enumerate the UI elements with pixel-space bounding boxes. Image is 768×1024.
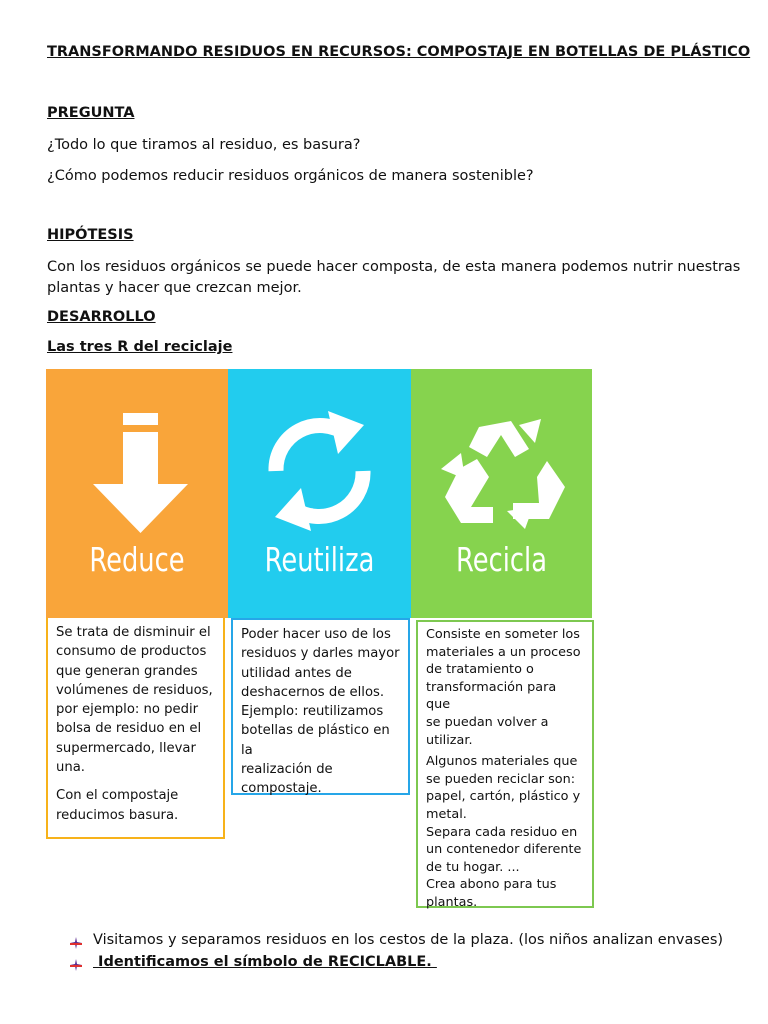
four-point-star-bullet-icon (70, 959, 82, 971)
reduce-line: supermercado, llevar (56, 740, 196, 756)
hipotesis-line2: plantas y hacer que crezcan mejor. (47, 280, 302, 296)
recicla-extra-line: un contenedor diferente (426, 842, 582, 858)
panel-reutiliza (228, 369, 411, 618)
recicla-extra-line: Crea abono para tus (426, 877, 557, 893)
reutiliza-line: compostaje. (241, 781, 322, 797)
recicla-line: se puedan volver a (426, 714, 549, 730)
reutiliza-line: residuos y darles mayor (241, 646, 400, 662)
panel-label-recicla: Recicla (456, 540, 547, 579)
reduce-description-box (46, 618, 225, 839)
recicla-extra-line: plantas. (426, 894, 478, 910)
reduce-line: Se trata de disminuir el (56, 625, 211, 640)
panel-reduce (46, 369, 228, 618)
reduce-extra-line: Con el compostaje (56, 788, 179, 804)
recycle-icon (411, 369, 592, 618)
recicla-extra-line: de tu hogar. ... (426, 859, 520, 875)
pregunta-heading: PREGUNTA (47, 105, 135, 121)
reutiliza-line: deshacernos de ellos. (241, 684, 385, 700)
reduce-extra-line: reducimos basura. (56, 807, 179, 823)
reduce-line: por ejemplo: no pedir (56, 702, 199, 718)
recicla-line: utilizar. (426, 732, 473, 748)
reutiliza-line: botellas de plástico en la (241, 723, 390, 758)
recicla-extra-line: metal. (426, 806, 467, 822)
recicla-extra-line: se pueden reciclar son: (426, 771, 576, 787)
reutiliza-line: Ejemplo: reutilizamos (241, 704, 384, 720)
reutiliza-line: Poder hacer uso de los (241, 627, 391, 642)
document-title: TRANSFORMANDO RESIDUOS EN RECURSOS: COMPOSTAJE EN BOTELLAS DE PLÁSTICO (47, 44, 751, 60)
hipotesis-heading: HIPÓTESIS (47, 227, 134, 243)
recicla-description-box (416, 620, 594, 908)
bullet-text: Visitamos y separamos residuos en los cestos de la plaza. (los niños analizan envases) (93, 932, 724, 948)
desarrollo-subheading: Las tres R del reciclaje (47, 339, 233, 355)
recicla-line: Consiste en someter los (426, 627, 580, 642)
reutiliza-line: utilidad antes de (241, 665, 352, 681)
recicla-extra-line: Separa cada residuo en (426, 824, 578, 840)
reduce-line: consumo de productos (56, 644, 207, 660)
reduce-line: volúmenes de residuos, (56, 682, 213, 698)
recicla-line: transformación para que (426, 679, 557, 713)
recicla-line: materiales a un proceso (426, 644, 581, 660)
reduce-line: que generan grandes (56, 663, 198, 679)
recicla-extra-line: Algunos materiales que (426, 754, 578, 770)
reduce-line: bolsa de residuo en el (56, 721, 202, 737)
reutiliza-description-box (231, 618, 410, 795)
down-arrow-icon (46, 369, 228, 618)
bullet-text: Identificamos el símbolo de RECICLABLE. (93, 954, 437, 970)
reduce-line: una. (56, 760, 85, 776)
panel-label-reutiliza: Reutiliza (264, 540, 375, 579)
hipotesis-line1: Con los residuos orgánicos se puede hacer composta, de esta manera podemos nutrir nuestras (47, 259, 741, 275)
desarrollo-heading: DESARROLLO (47, 309, 156, 325)
cycle-arrows-icon (228, 369, 411, 618)
pregunta-q2: ¿Cómo podemos reducir residuos orgánicos de manera sostenible? (47, 168, 534, 184)
panel-label-reduce: Reduce (89, 540, 185, 579)
recicla-extra-line: papel, cartón, plástico y (426, 789, 581, 805)
recicla-line: de tratamiento o (426, 662, 534, 678)
pregunta-q1: ¿Todo lo que tiramos al residuo, es basura? (47, 137, 361, 153)
panel-recicla (411, 369, 592, 618)
four-point-star-bullet-icon (70, 937, 82, 949)
reutiliza-line: realización de (241, 762, 333, 778)
